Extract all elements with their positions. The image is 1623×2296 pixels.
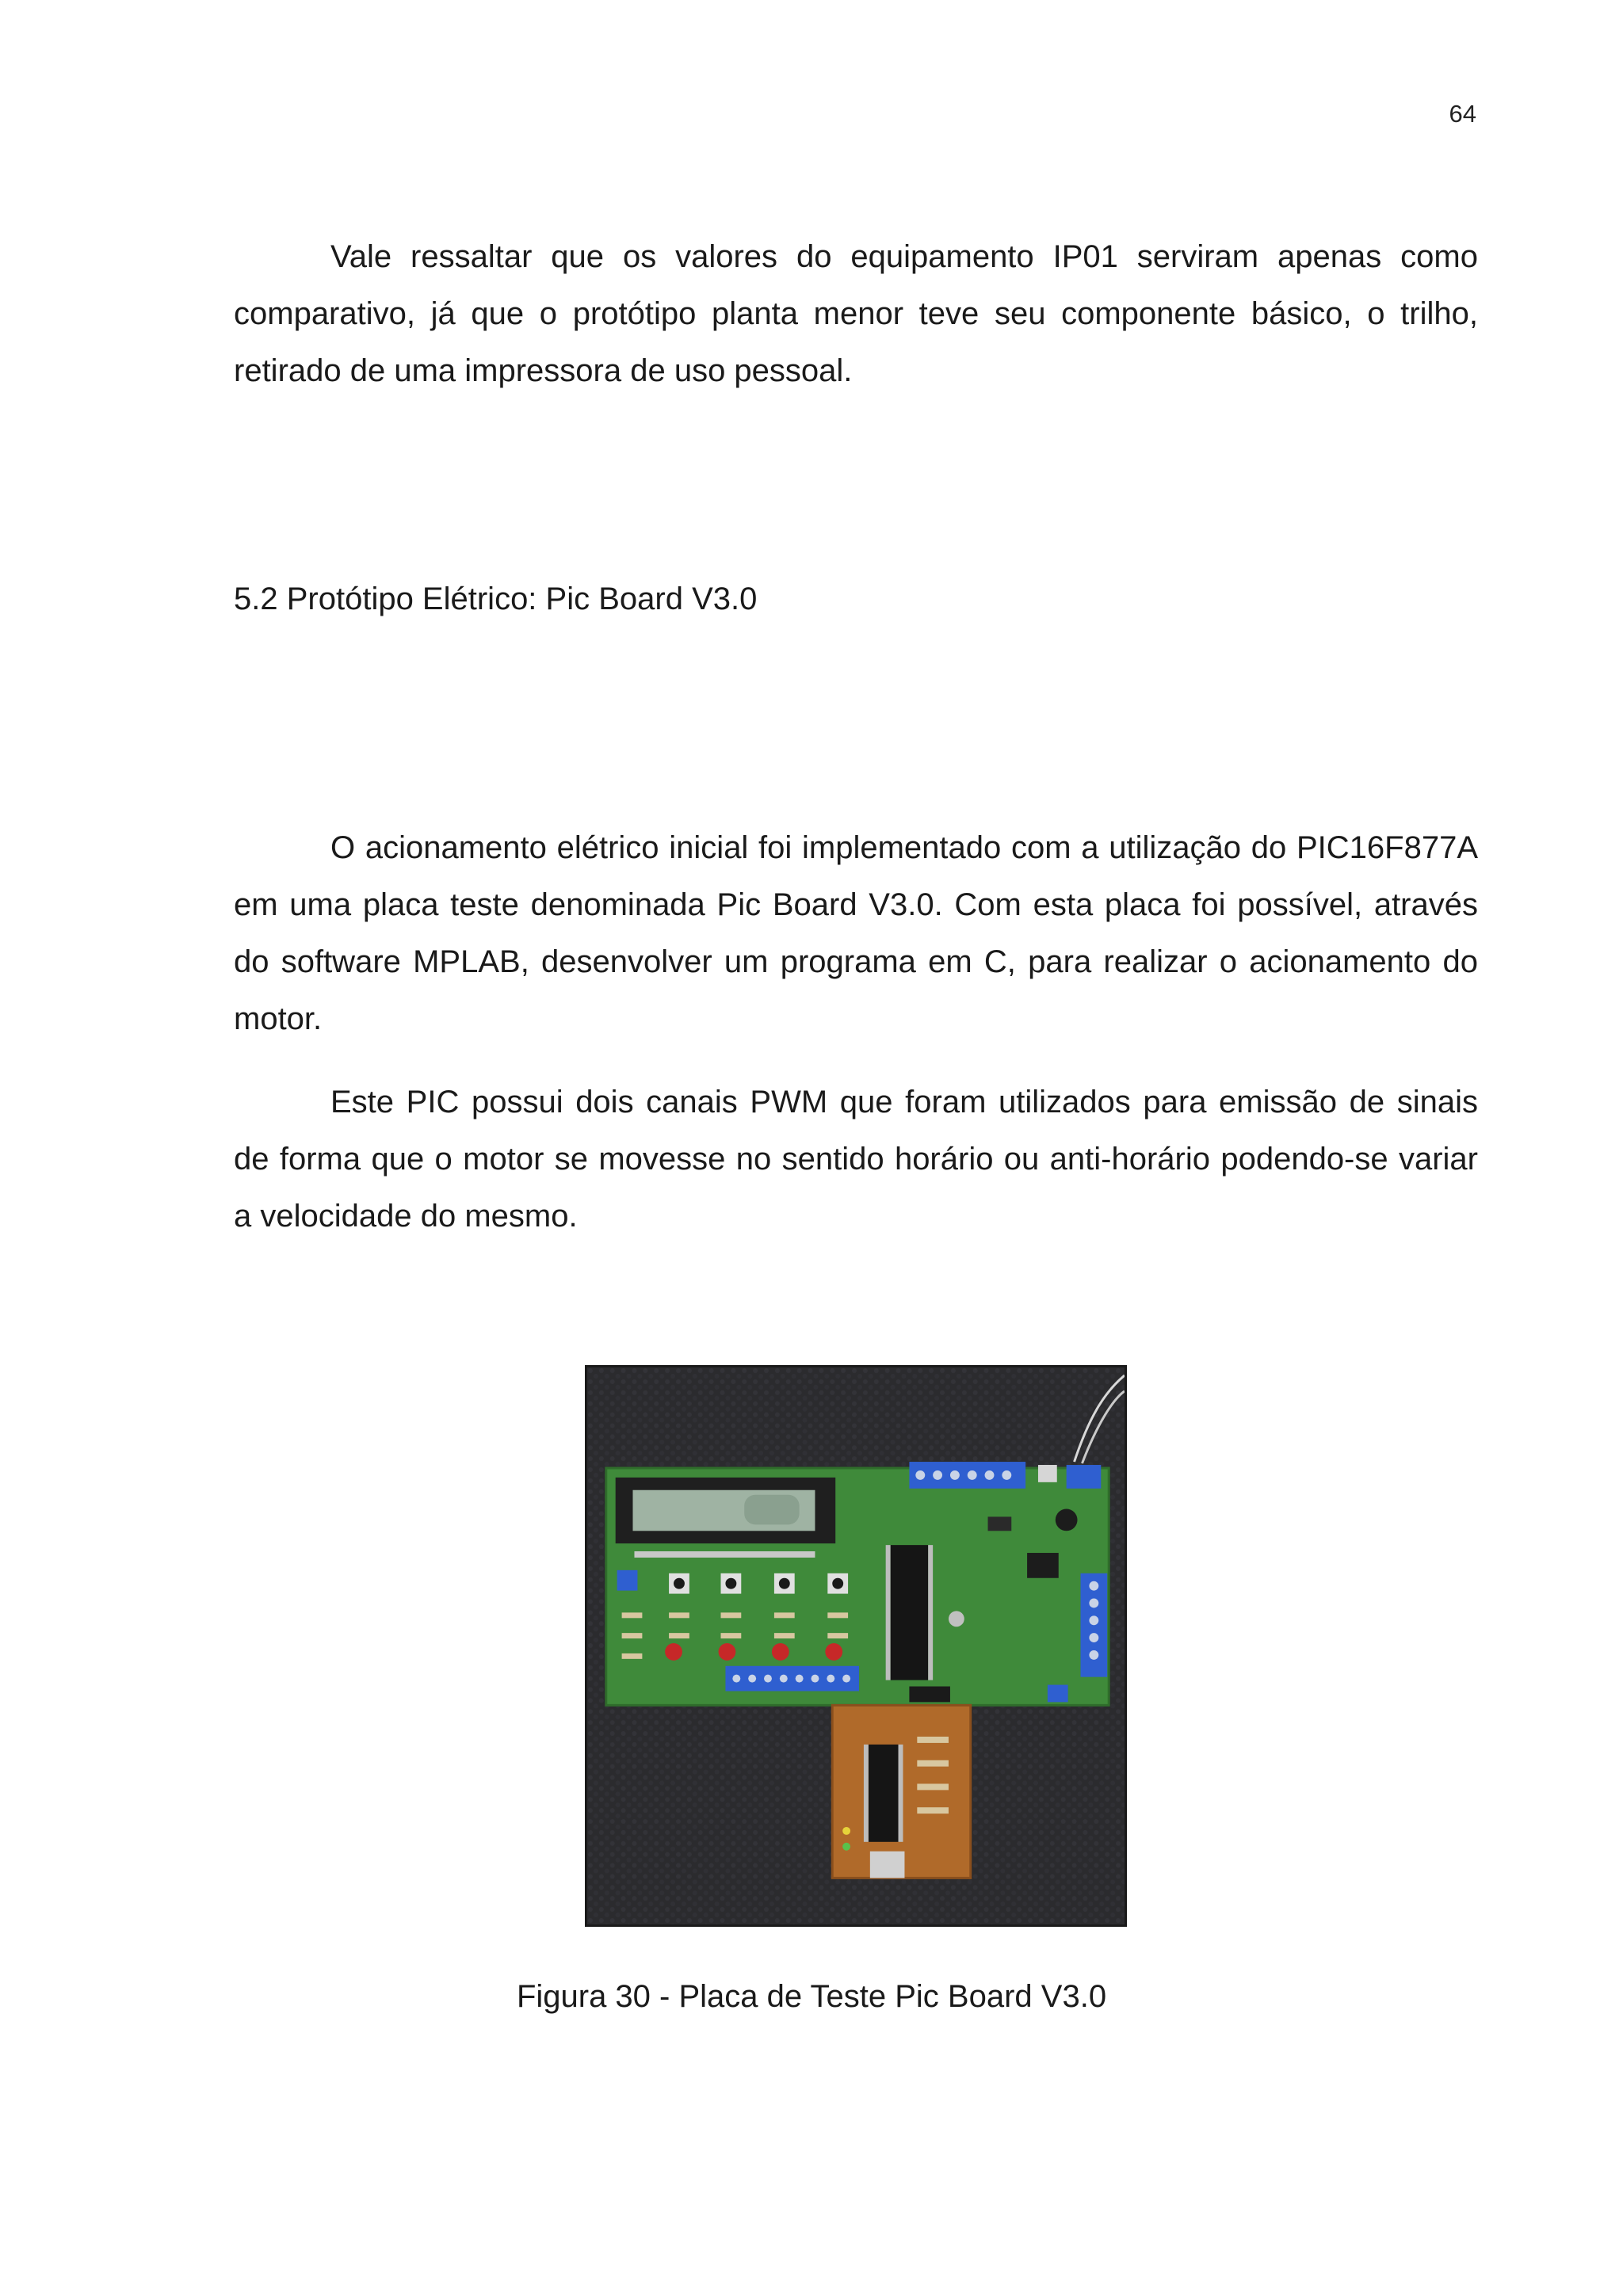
pic-board-photo (587, 1367, 1125, 1924)
crystal (949, 1611, 964, 1627)
programmer-chip (869, 1745, 899, 1842)
terminal-block-power (1067, 1465, 1102, 1489)
chip-pins (928, 1545, 933, 1680)
led (842, 1827, 850, 1835)
page-number: 64 (1449, 100, 1476, 128)
ic-small (988, 1516, 1012, 1531)
figure-photo-pic-board (585, 1365, 1127, 1927)
connector (1038, 1465, 1057, 1482)
lcd-header-pins (634, 1551, 815, 1558)
paragraph-electrical-drive (234, 819, 1478, 1047)
trimmer-pot (617, 1570, 638, 1591)
resistor (917, 1737, 949, 1743)
section-heading: 5.2 Protótipo Elétrico: Pic Board V3.0 (234, 582, 758, 616)
chip-pins (886, 1545, 891, 1680)
paragraph-text: Este PIC possui dois canais PWM que foram utilizados para emissão de sinais de forma que o motor se movesse no sentido horário ou anti-horário podendo-se variar a velocidade do mesmo. (234, 1085, 1478, 1234)
terminal-block-right (1080, 1573, 1107, 1677)
ribbon-connector (909, 1687, 950, 1703)
paragraph-text: Vale ressaltar que os valores do equipamento IP01 serviram apenas como comparativo, já que o protótipo planta menor teve seu componente básico, o trilho, retirado de uma impressora de uso pessoal. (234, 239, 1478, 388)
resistor (917, 1760, 949, 1767)
paragraph-ip01-comparison (234, 228, 1478, 399)
chip-pins (899, 1745, 903, 1842)
lcd-reflection (744, 1495, 799, 1525)
chip-pins (864, 1745, 869, 1842)
paragraph-text: O acionamento elétrico inicial foi implementado com a utilização do PIC16F877A em uma placa teste denominada Pic Board V3.0. Com esta placa foi possível, através do software MPLAB, desenvolver um programa em C, para realizar o acionamento do motor. (234, 830, 1478, 1036)
capacitor (1056, 1509, 1078, 1531)
regulator (1027, 1553, 1059, 1578)
led (842, 1843, 850, 1851)
resistor (917, 1783, 949, 1790)
figure-caption: Figura 30 - Placa de Teste Pic Board V3.0 (516, 1979, 1107, 2014)
terminal-block-top (909, 1462, 1025, 1489)
paragraph-pwm-channels (234, 1074, 1478, 1245)
pic16f877a-chip (891, 1545, 929, 1680)
trimmer-pot (1048, 1685, 1068, 1703)
usb-connector (870, 1852, 905, 1878)
resistor (917, 1807, 949, 1814)
terminal-block-bottom (725, 1666, 859, 1691)
